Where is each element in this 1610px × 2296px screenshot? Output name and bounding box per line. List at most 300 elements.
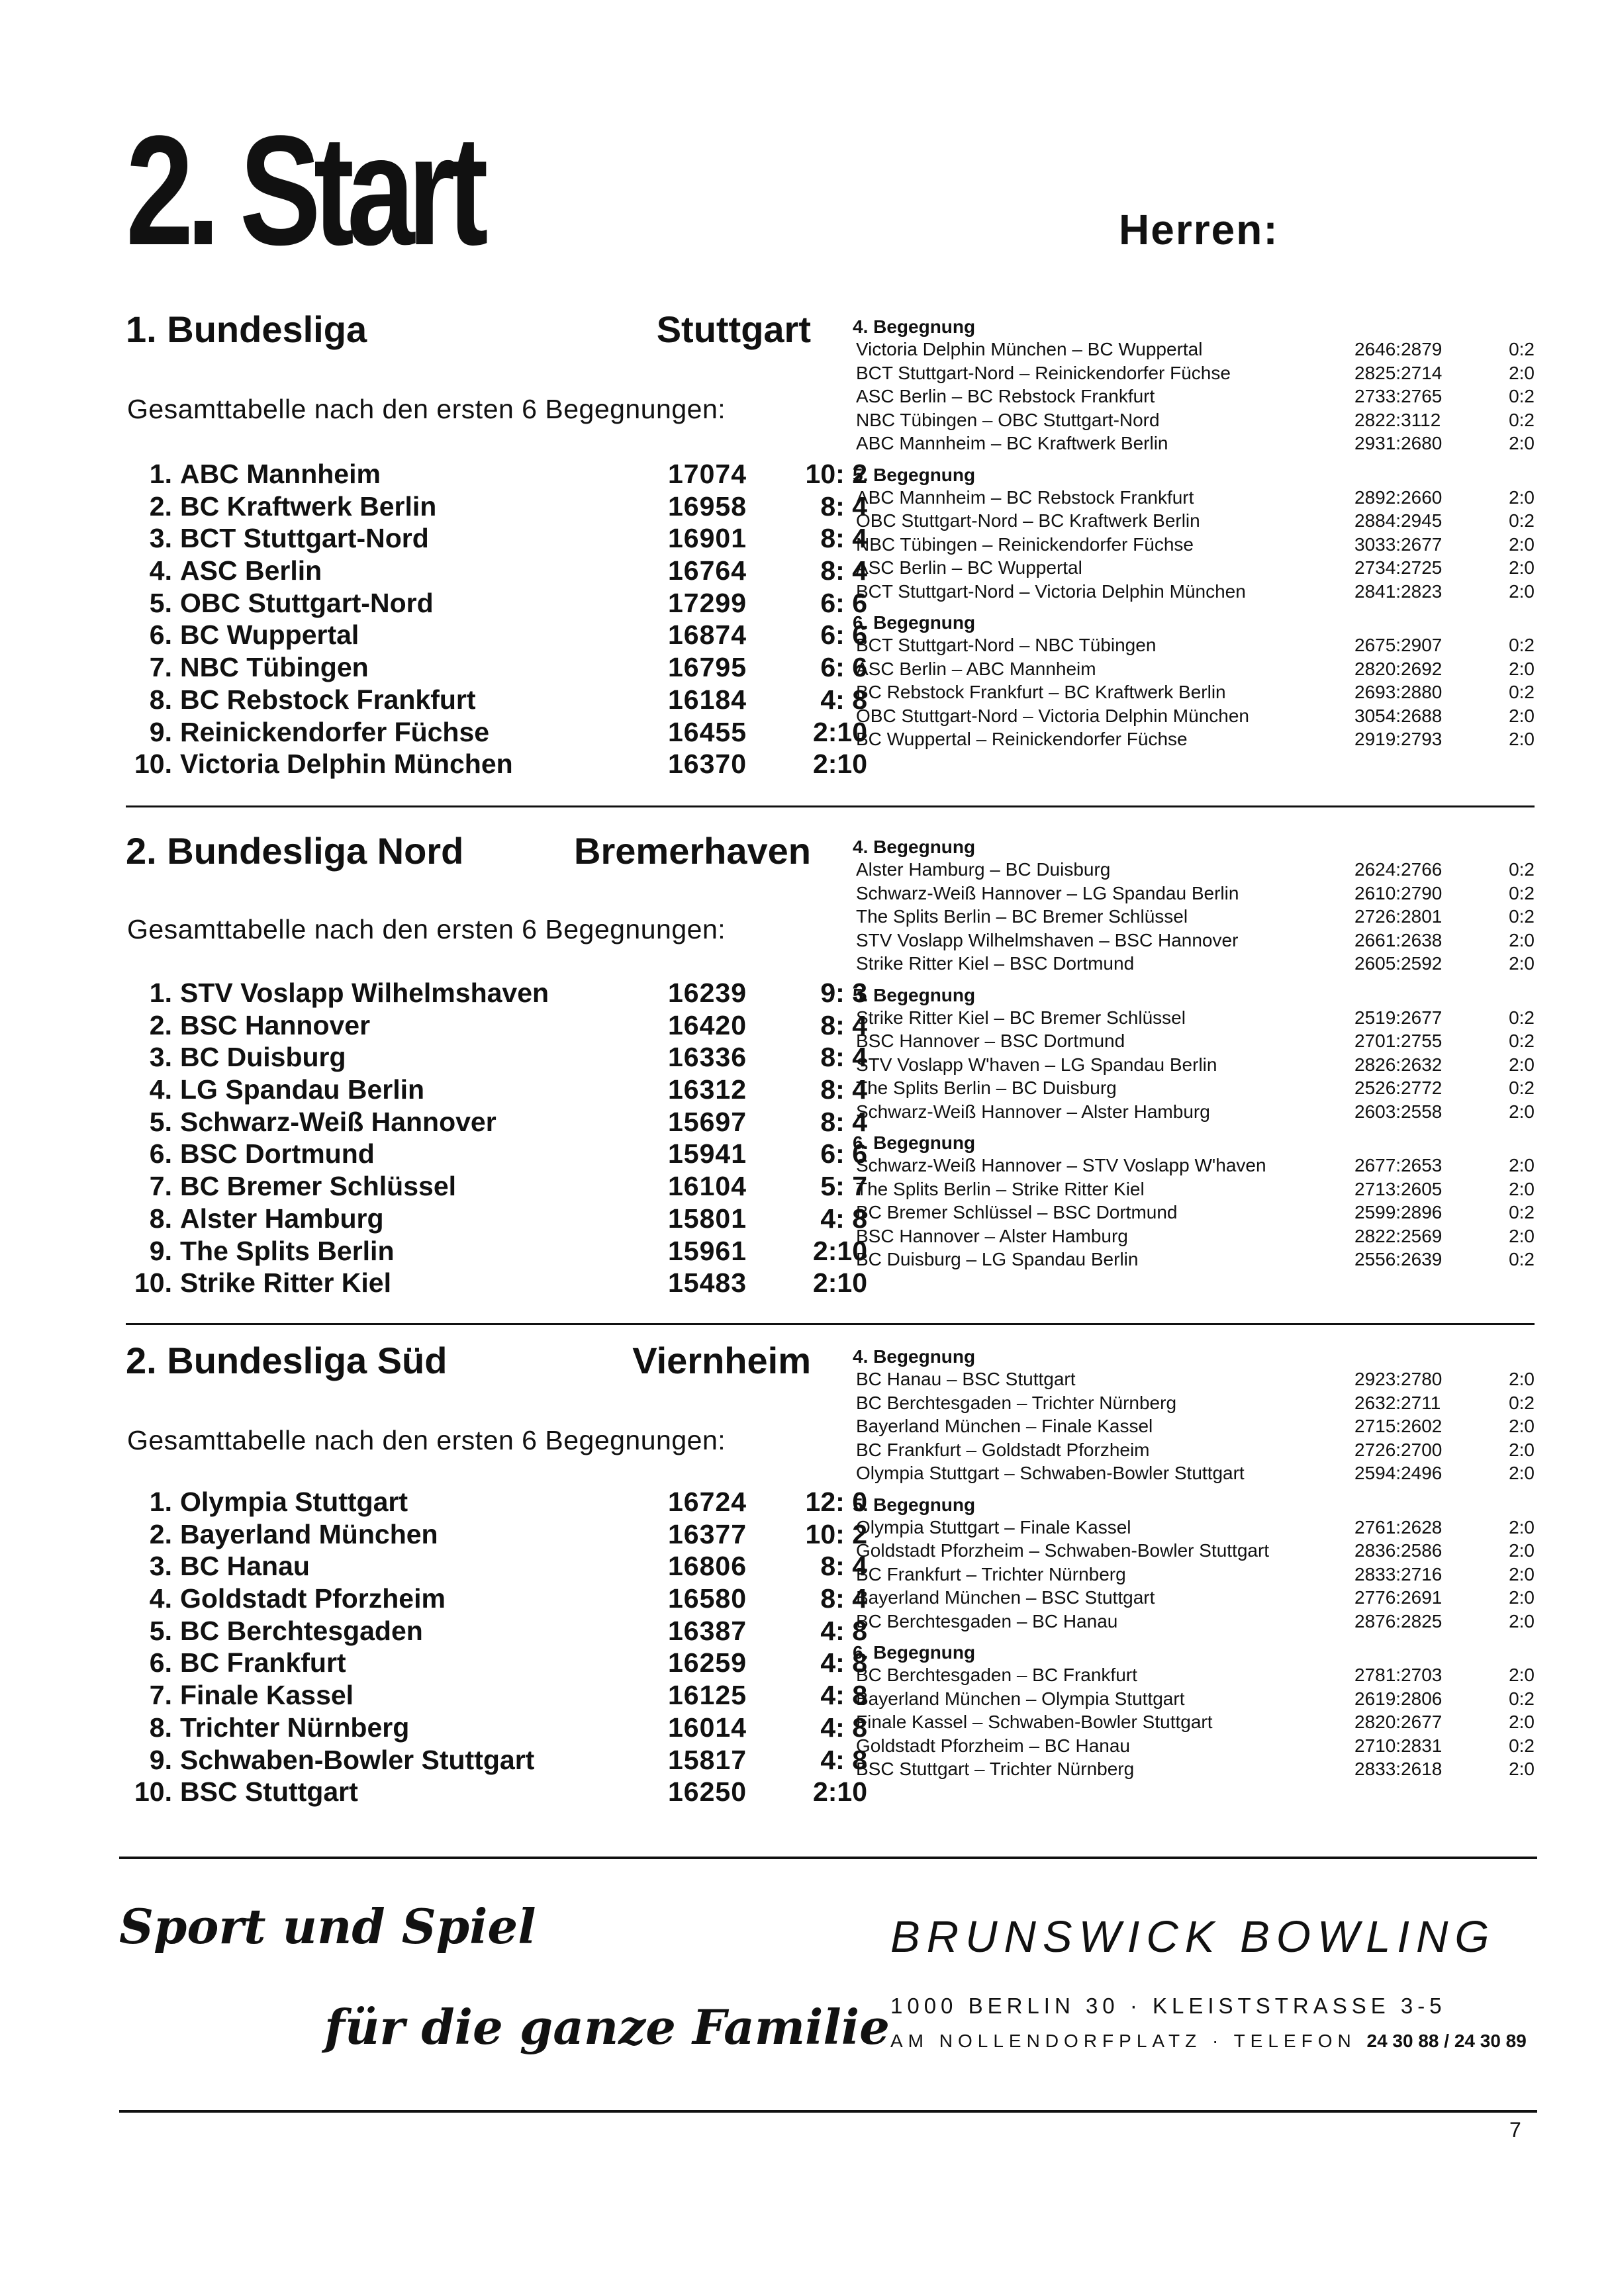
match-points: 4: 8 — [820, 1647, 867, 1678]
match-score: 2710:2831 — [1354, 1735, 1443, 1756]
match-score: 2603:2558 — [1354, 1101, 1443, 1122]
round-label: 6. Begegnung — [853, 612, 976, 633]
match-result-points: 0:2 — [1509, 409, 1535, 430]
total-pins: 16455 — [667, 716, 747, 747]
total-pins: 16764 — [667, 555, 747, 586]
match-row — [853, 1517, 1535, 1541]
rank-number: 1. — [149, 1487, 172, 1517]
rank-number: 9. — [149, 1744, 172, 1775]
total-pins: 16795 — [667, 652, 747, 683]
match-row — [853, 953, 1535, 977]
match-result-points: 2:0 — [1509, 1563, 1535, 1584]
standings-row — [126, 684, 867, 717]
total-pins: 16874 — [667, 620, 747, 651]
match-points: 4: 8 — [820, 1680, 867, 1711]
standings-table — [126, 459, 867, 781]
match-row — [853, 659, 1535, 682]
match-result-points: 0:2 — [1509, 1392, 1535, 1413]
team-name: STV Voslapp Wilhelmshaven — [180, 978, 549, 1008]
standings-table — [126, 1487, 867, 1809]
match-score: 2713:2605 — [1354, 1178, 1443, 1199]
team-name: Reinickendorfer Füchse — [180, 716, 490, 747]
match-teams: Schwarz-Weiß Hannover – LG Spandau Berlin — [856, 882, 1239, 903]
match-points: 8: 4 — [820, 1009, 867, 1040]
match-teams: BSC Stuttgart – Trichter Nürnberg — [856, 1759, 1135, 1779]
match-row — [853, 1440, 1535, 1463]
match-row — [853, 1155, 1535, 1179]
match-teams: BSC Hannover – Alster Hamburg — [856, 1225, 1128, 1246]
rank-number: 5. — [149, 587, 172, 618]
match-result-points: 0:2 — [1509, 1735, 1535, 1756]
standings-row — [126, 1267, 867, 1300]
match-result-points: 0:2 — [1509, 1688, 1535, 1709]
team-name: BC Kraftwerk Berlin — [180, 490, 437, 522]
match-points: 8: 4 — [820, 1106, 867, 1137]
match-score: 2833:2618 — [1354, 1759, 1443, 1779]
standings-row — [126, 555, 867, 588]
round-label: 5. Begegnung — [853, 464, 976, 485]
match-teams: BSC Hannover – BSC Dortmund — [856, 1031, 1125, 1051]
team-name: NBC Tübingen — [180, 652, 369, 683]
match-teams: Schwarz-Weiß Hannover – Alster Hamburg — [856, 1101, 1210, 1122]
match-teams: BC Hanau – BSC Stuttgart — [856, 1369, 1076, 1389]
match-result-points: 2:0 — [1509, 1759, 1535, 1779]
match-score: 2833:2716 — [1354, 1563, 1443, 1584]
match-result-points: 2:0 — [1509, 1540, 1535, 1561]
total-pins: 16370 — [667, 749, 747, 780]
team-name: Alster Hamburg — [180, 1203, 384, 1234]
standings-row — [126, 1203, 867, 1236]
telephone-number: 24 30 88 / 24 30 89 — [1366, 2031, 1527, 2051]
match-score: 2919:2793 — [1354, 729, 1443, 749]
match-teams: BCT Stuttgart-Nord – Reinickendorfer Füchse — [856, 362, 1231, 383]
match-points: 8: 4 — [820, 555, 867, 586]
match-teams: Olympia Stuttgart – Finale Kassel — [856, 1516, 1131, 1538]
league-city: Bremerhaven — [574, 830, 811, 872]
match-score: 2715:2602 — [1354, 1416, 1443, 1436]
match-score: 2619:2806 — [1354, 1688, 1443, 1709]
match-result-points: 0:2 — [1509, 859, 1535, 880]
match-row — [853, 433, 1535, 457]
team-name: Trichter Nürnberg — [180, 1712, 410, 1743]
standings-row — [126, 1138, 867, 1171]
match-score: 2826:2632 — [1354, 1054, 1443, 1075]
match-result-points: 2:0 — [1509, 1712, 1535, 1732]
slogan-line-1: Sport und Spiel — [119, 1898, 536, 1954]
match-result-points: 2:0 — [1509, 1225, 1535, 1246]
total-pins: 17299 — [667, 587, 747, 618]
results-list — [853, 837, 1535, 1273]
total-pins: 16184 — [667, 684, 747, 715]
league-name: 2. Bundesliga Nord — [126, 830, 464, 872]
match-result-points: 2:0 — [1509, 729, 1535, 749]
match-row — [853, 363, 1535, 387]
match-row — [853, 1564, 1535, 1588]
match-row — [853, 1202, 1535, 1226]
match-points: 2:10 — [812, 1235, 867, 1266]
total-pins: 15941 — [667, 1138, 747, 1170]
match-result-points: 0:2 — [1509, 510, 1535, 531]
match-teams: OBC Stuttgart-Nord – Victoria Delphin München — [856, 705, 1249, 726]
match-score: 2825:2714 — [1354, 362, 1443, 383]
match-points: 8: 4 — [820, 523, 867, 554]
footer-bottom-rule — [119, 2110, 1537, 2113]
match-teams: The Splits Berlin – BC Duisburg — [856, 1078, 1117, 1098]
league-city: Stuttgart — [656, 308, 811, 350]
match-points: 8: 4 — [820, 1583, 867, 1614]
match-row — [853, 1665, 1535, 1688]
match-row — [853, 1054, 1535, 1078]
match-result-points: 2:0 — [1509, 433, 1535, 453]
match-teams: Victoria Delphin München – BC Wuppertal — [856, 339, 1203, 359]
match-result-points: 0:2 — [1509, 386, 1535, 406]
rank-number: 9. — [149, 716, 172, 747]
match-score: 2841:2823 — [1354, 580, 1443, 602]
match-score: 2822:3112 — [1354, 409, 1441, 430]
address-line-2 — [890, 2031, 1527, 2052]
match-points: 12: 0 — [805, 1487, 867, 1517]
match-score: 3033:2677 — [1354, 533, 1443, 555]
match-points: 8: 4 — [820, 1551, 867, 1582]
match-row — [853, 1179, 1535, 1203]
match-points: 5: 7 — [820, 1171, 867, 1202]
match-points: 10: 2 — [805, 459, 867, 489]
match-score: 2610:2790 — [1354, 882, 1443, 903]
league-header — [126, 308, 811, 361]
standings-row — [126, 652, 867, 684]
match-row — [853, 1249, 1535, 1273]
match-row — [853, 906, 1535, 930]
total-pins: 16580 — [667, 1583, 747, 1614]
rank-number: 10. — [134, 749, 172, 780]
match-teams: BCT Stuttgart-Nord – NBC Tübingen — [856, 635, 1157, 655]
rank-number: 6. — [149, 620, 172, 651]
match-result-points: 2:0 — [1509, 1439, 1535, 1460]
match-result-points: 0:2 — [1509, 1007, 1535, 1028]
match-points: 2:10 — [812, 1776, 867, 1808]
standings-row — [126, 1042, 867, 1074]
match-row — [853, 1369, 1535, 1393]
team-name: BCT Stuttgart-Nord — [180, 523, 429, 554]
match-points: 4: 8 — [820, 1203, 867, 1234]
page-title: 2. Start — [126, 103, 481, 278]
match-teams: BCT Stuttgart-Nord – Victoria Delphin München — [856, 580, 1246, 602]
match-points: 4: 8 — [820, 684, 867, 715]
rank-number: 7. — [149, 1171, 172, 1202]
round-label: 4. Begegnung — [853, 1346, 976, 1367]
team-name: Victoria Delphin München — [180, 749, 513, 780]
match-teams: BC Frankfurt – Goldstadt Pforzheim — [856, 1439, 1150, 1460]
match-result-points: 2:0 — [1509, 658, 1535, 679]
rank-number: 8. — [149, 684, 172, 715]
team-name: Finale Kassel — [180, 1680, 354, 1711]
match-teams: ABC Mannheim – BC Kraftwerk Berlin — [856, 433, 1168, 453]
match-score: 2776:2691 — [1354, 1587, 1443, 1608]
total-pins: 15483 — [667, 1267, 747, 1299]
match-row — [853, 487, 1535, 511]
match-row — [853, 1735, 1535, 1759]
round-label: 5. Begegnung — [853, 984, 976, 1005]
round-label: 6. Begegnung — [853, 1642, 976, 1663]
match-score: 2931:2680 — [1354, 433, 1443, 453]
team-name: ABC Mannheim — [180, 459, 381, 489]
match-teams: Strike Ritter Kiel – BC Bremer Schlüssel — [856, 1007, 1186, 1028]
total-pins: 16312 — [667, 1074, 747, 1105]
page-number: 7 — [1509, 2118, 1521, 2142]
match-row — [853, 1759, 1535, 1782]
rank-number: 6. — [149, 1647, 172, 1678]
total-pins: 16336 — [667, 1042, 747, 1073]
match-row — [853, 635, 1535, 659]
league-name: 2. Bundesliga Süd — [126, 1340, 448, 1381]
standings-row — [126, 1487, 867, 1519]
round-label: 4. Begegnung — [853, 316, 976, 337]
total-pins: 16377 — [667, 1518, 747, 1549]
team-name: BC Duisburg — [180, 1042, 346, 1073]
standings-row — [126, 1009, 867, 1042]
match-result-points: 2:0 — [1509, 1516, 1535, 1538]
match-teams: Strike Ritter Kiel – BSC Dortmund — [856, 953, 1135, 974]
rank-number: 3. — [149, 523, 172, 554]
match-result-points: 2:0 — [1509, 1101, 1535, 1122]
match-teams: ASC Berlin – ABC Mannheim — [856, 658, 1096, 679]
match-score: 2646:2879 — [1354, 339, 1443, 359]
match-score: 2726:2801 — [1354, 906, 1443, 927]
standings-row — [126, 587, 867, 620]
match-row — [853, 706, 1535, 729]
match-result-points: 0:2 — [1509, 1031, 1535, 1051]
match-row — [853, 1712, 1535, 1735]
total-pins: 17074 — [667, 459, 747, 489]
match-score: 2822:2569 — [1354, 1225, 1443, 1246]
match-result-points: 0:2 — [1509, 1078, 1535, 1098]
match-result-points: 0:2 — [1509, 635, 1535, 655]
rank-number: 2. — [149, 490, 172, 522]
standings-row — [126, 1171, 867, 1203]
match-teams: The Splits Berlin – BC Bremer Schlüssel — [856, 906, 1188, 927]
match-teams: BC Berchtesgaden – Trichter Nürnberg — [856, 1392, 1177, 1413]
rank-number: 5. — [149, 1615, 172, 1646]
standings-row — [126, 1680, 867, 1712]
match-teams: NBC Tübingen – Reinickendorfer Füchse — [856, 533, 1194, 555]
standings-row — [126, 1583, 867, 1616]
match-row — [853, 1416, 1535, 1440]
match-points: 10: 2 — [805, 1518, 867, 1549]
total-pins: 16125 — [667, 1680, 747, 1711]
address-line-1: 1000 BERLIN 30 · KLEISTSTRASSE 3-5 — [890, 1994, 1446, 2018]
team-name: LG Spandau Berlin — [180, 1074, 425, 1105]
standings-table — [126, 978, 867, 1300]
rank-number: 10. — [134, 1267, 172, 1299]
match-score: 2632:2711 — [1354, 1392, 1441, 1413]
match-points: 8: 4 — [820, 490, 867, 522]
total-pins: 15817 — [667, 1744, 747, 1775]
match-teams: NBC Tübingen – OBC Stuttgart-Nord — [856, 409, 1160, 430]
rank-number: 7. — [149, 652, 172, 683]
rank-number: 2. — [149, 1518, 172, 1549]
match-points: 4: 8 — [820, 1712, 867, 1743]
standings-row — [126, 1647, 867, 1680]
category-heading: Herren: — [1119, 206, 1279, 253]
league-city: Viernheim — [632, 1340, 811, 1381]
match-row — [853, 1540, 1535, 1564]
match-points: 8: 4 — [820, 1074, 867, 1105]
total-pins: 16420 — [667, 1009, 747, 1040]
match-points: 9: 3 — [820, 978, 867, 1008]
team-name: OBC Stuttgart-Nord — [180, 587, 434, 618]
total-pins: 16958 — [667, 490, 747, 522]
match-row — [853, 581, 1535, 605]
match-points: 6: 6 — [820, 587, 867, 618]
team-name: BC Berchtesgaden — [180, 1615, 423, 1646]
match-teams: Goldstadt Pforzheim – BC Hanau — [856, 1735, 1130, 1756]
standings-row — [126, 1712, 867, 1745]
rank-number: 4. — [149, 1583, 172, 1614]
rank-number: 8. — [149, 1712, 172, 1743]
match-score: 2599:2896 — [1354, 1202, 1443, 1222]
total-pins: 16250 — [667, 1776, 747, 1808]
match-row — [853, 1101, 1535, 1125]
rank-number: 4. — [149, 1074, 172, 1105]
match-teams: BC Wuppertal – Reinickendorfer Füchse — [856, 729, 1188, 749]
total-pins: 15697 — [667, 1106, 747, 1137]
match-score: 2701:2755 — [1354, 1031, 1443, 1051]
section-divider — [126, 805, 1535, 807]
match-result-points: 2:0 — [1509, 1610, 1535, 1631]
match-row — [853, 1393, 1535, 1416]
match-result-points: 0:2 — [1509, 682, 1535, 702]
standings-row — [126, 1744, 867, 1777]
match-teams: ASC Berlin – BC Wuppertal — [856, 557, 1082, 578]
match-score: 2726:2700 — [1354, 1439, 1443, 1460]
match-teams: Bayerland München – BSC Stuttgart — [856, 1587, 1155, 1608]
rank-number: 8. — [149, 1203, 172, 1234]
match-teams: ABC Mannheim – BC Rebstock Frankfurt — [856, 486, 1194, 508]
match-points: 6: 6 — [820, 1138, 867, 1170]
rank-number: 2. — [149, 1009, 172, 1040]
results-list — [853, 1346, 1535, 1782]
match-score: 2892:2660 — [1354, 486, 1443, 508]
match-row — [853, 1031, 1535, 1054]
standings-row — [126, 1518, 867, 1551]
match-teams: STV Voslapp Wilhelmshaven – BSC Hannover — [856, 929, 1239, 950]
match-result-points: 0:2 — [1509, 906, 1535, 927]
team-name: BC Bremer Schlüssel — [180, 1171, 457, 1202]
match-row — [853, 339, 1535, 363]
standings-row — [126, 490, 867, 524]
match-teams: Olympia Stuttgart – Schwaben-Bowler Stuttgart — [856, 1463, 1245, 1483]
match-row — [853, 534, 1535, 558]
standings-row — [126, 523, 867, 555]
match-teams: The Splits Berlin – Strike Ritter Kiel — [856, 1178, 1145, 1199]
match-row — [853, 1463, 1535, 1487]
team-name: BSC Dortmund — [180, 1138, 375, 1170]
league-header — [126, 1339, 811, 1392]
match-teams: BC Rebstock Frankfurt – BC Kraftwerk Berlin — [856, 682, 1226, 702]
standings-subtitle: Gesamttabelle nach den ersten 6 Begegnungen: — [127, 1425, 726, 1455]
match-result-points: 2:0 — [1509, 1463, 1535, 1483]
brand-name: BRUNSWICK BOWLING — [890, 1912, 1496, 1962]
match-result-points: 0:2 — [1509, 1202, 1535, 1222]
match-score: 2884:2945 — [1354, 510, 1443, 531]
standings-subtitle: Gesamttabelle nach den ersten 6 Begegnungen: — [127, 394, 726, 424]
match-row — [853, 729, 1535, 753]
match-score: 2820:2677 — [1354, 1712, 1443, 1732]
match-score: 2519:2677 — [1354, 1007, 1443, 1028]
team-name: Goldstadt Pforzheim — [180, 1583, 446, 1614]
match-row — [853, 510, 1535, 534]
match-score: 2677:2653 — [1354, 1155, 1443, 1175]
team-name: BC Hanau — [180, 1551, 310, 1582]
standings-row — [126, 620, 867, 652]
match-result-points: 2:0 — [1509, 362, 1535, 383]
team-name: The Splits Berlin — [180, 1235, 395, 1266]
match-row — [853, 1226, 1535, 1250]
results-list — [853, 316, 1535, 753]
match-points: 2:10 — [812, 716, 867, 747]
match-score: 2781:2703 — [1354, 1665, 1443, 1685]
rank-number: 4. — [149, 555, 172, 586]
match-points: 8: 4 — [820, 1042, 867, 1073]
match-row — [853, 859, 1535, 883]
match-score: 2733:2765 — [1354, 386, 1443, 406]
match-result-points: 0:2 — [1509, 882, 1535, 903]
match-teams: ASC Berlin – BC Rebstock Frankfurt — [856, 386, 1155, 406]
standings-row — [126, 749, 867, 781]
match-teams: OBC Stuttgart-Nord – BC Kraftwerk Berlin — [856, 510, 1200, 531]
match-result-points: 2:0 — [1509, 1665, 1535, 1685]
match-row — [853, 1078, 1535, 1101]
standings-subtitle: Gesamttabelle nach den ersten 6 Begegnungen: — [127, 914, 726, 944]
match-result-points: 2:0 — [1509, 557, 1535, 578]
match-teams: BC Bremer Schlüssel – BSC Dortmund — [856, 1202, 1178, 1222]
footer-top-rule — [119, 1857, 1537, 1859]
match-result-points: 2:0 — [1509, 929, 1535, 950]
match-teams: Schwarz-Weiß Hannover – STV Voslapp W'haven — [856, 1155, 1266, 1175]
standings-row — [126, 978, 867, 1010]
team-name: Schwarz-Weiß Hannover — [180, 1106, 497, 1137]
match-score: 2876:2825 — [1354, 1610, 1443, 1631]
round-label: 4. Begegnung — [853, 837, 976, 857]
rank-number: 1. — [149, 459, 172, 489]
team-name: BSC Stuttgart — [180, 1776, 358, 1808]
match-result-points: 2:0 — [1509, 705, 1535, 726]
standings-row — [126, 1551, 867, 1583]
match-score: 2594:2496 — [1354, 1463, 1443, 1483]
match-score: 2923:2780 — [1354, 1369, 1443, 1389]
standings-row — [126, 1776, 867, 1809]
standings-row — [126, 1235, 867, 1268]
match-result-points: 0:2 — [1509, 339, 1535, 359]
total-pins: 16901 — [667, 523, 747, 554]
match-row — [853, 386, 1535, 410]
match-row — [853, 557, 1535, 581]
league-header — [126, 829, 811, 882]
rank-number: 3. — [149, 1551, 172, 1582]
match-points: 2:10 — [812, 749, 867, 780]
match-result-points: 2:0 — [1509, 1416, 1535, 1436]
match-teams: BC Berchtesgaden – BC Hanau — [856, 1610, 1118, 1631]
match-row — [853, 1611, 1535, 1635]
slogan-line-2: für die ganze Familie — [324, 1999, 890, 2055]
total-pins: 15961 — [667, 1235, 747, 1266]
team-name: ASC Berlin — [180, 555, 322, 586]
match-score: 2526:2772 — [1354, 1078, 1443, 1098]
team-name: Strike Ritter Kiel — [180, 1267, 391, 1299]
match-score: 2761:2628 — [1354, 1516, 1443, 1538]
total-pins: 15801 — [667, 1203, 747, 1234]
match-teams: Bayerland München – Finale Kassel — [856, 1416, 1153, 1436]
